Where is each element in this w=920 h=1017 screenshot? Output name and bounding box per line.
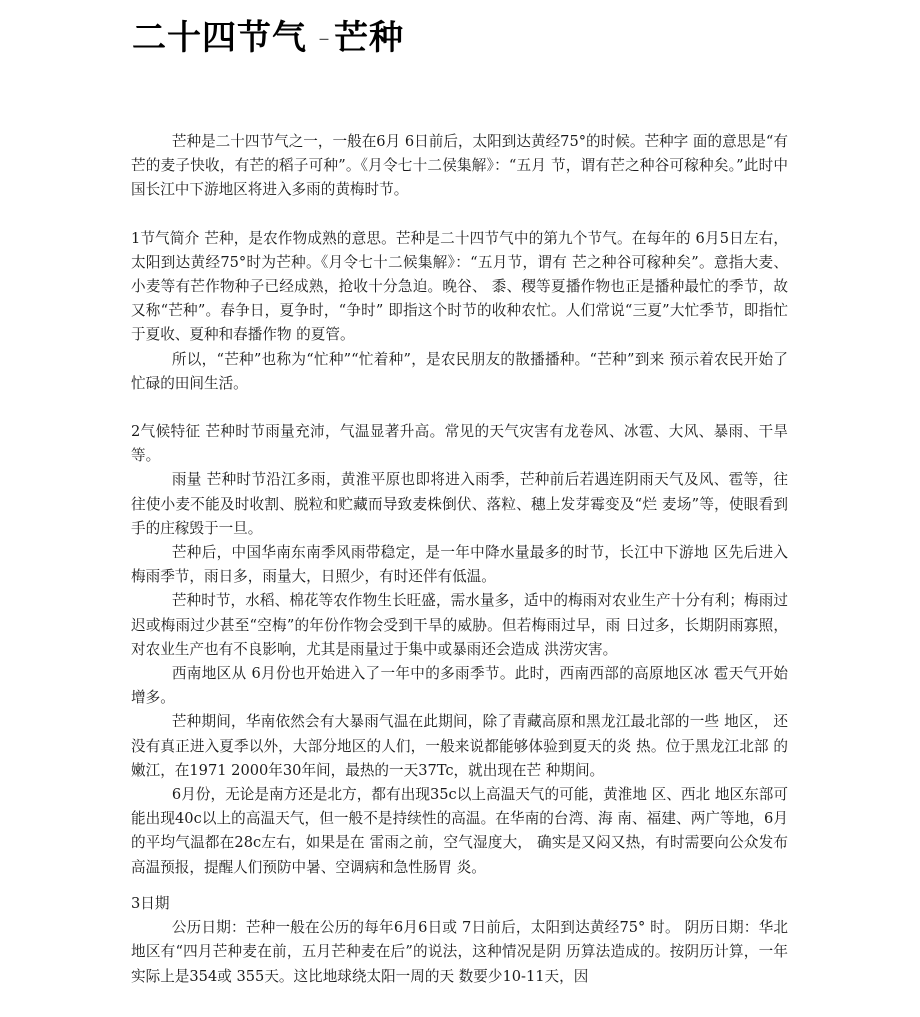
spacer	[131, 880, 788, 892]
section1-paragraph: 所以，“芒种”也称为“忙种”“忙着种”，是农民朋友的散播播种。“芒种”到来 预示着农民开始了忙碌的田间生活。	[131, 350, 788, 392]
section2-paragraph: 芒种后，中国华南东南季风雨带稳定，是一年中降水量最多的时节，长江中下游地 区先后进入梅雨季节，雨日多，雨量大，日照少，有时还伴有低温。	[131, 544, 788, 586]
spacer	[131, 203, 788, 227]
title-sub: 芒种	[334, 18, 404, 58]
section2-paragraph: 芒种时节，水稻、棉花等农作物生长旺盛，需水量多，适中的梅雨对农业生产十分有利；梅雨过迟或梅雨过少甚至“空梅”的年份作物会受到干旱的威胁。但若梅雨过早，雨 日过多，长期阴雨寡照，对农业生产也有不良影响，尤其是雨量过于集中或暴雨还会造成 洪涝灾害。	[131, 592, 788, 658]
title-main: 二十四节气	[132, 18, 307, 58]
section2-paragraph: 芒种期间，华南依然会有大暴雨气温在此期间，除了青藏高原和黑龙江最北部的一些 地区， 还没有真正进入夏季以外，大部分地区的人们，一般来说都能够体验到夏天的炎 热。位于黑龙江北部 的嫩江，在1971 2000年30年间，最热的一天37Tc，就出现在芒 种期间。	[131, 713, 788, 779]
section2-paragraph-rainfall: 雨量 芒种时节沿江多雨，黄淮平原也即将进入雨季，芒种前后若遇连阴雨天气及风、雹等，往往使小麦不能及时收割、脱粒和贮藏而导致麦株倒伏、落粒、穗上发芽霉变及“烂 麦场”等，使眼看到手的庄稼毁于一旦。	[131, 471, 788, 537]
section3-heading: 3日期	[131, 894, 170, 912]
section2-paragraph: 6月份，无论是南方还是北方，都有出现35c以上高温天气的可能，黄淮地 区、西北 地区东部可能出现40c以上的高温天气，但一般不是持续性的高温。在华南的台湾、海 南、福建、两广等地，6月的平均气温都在28c左右，如果是在 雷雨之前，空气湿度大， 确实是又闷又热，有时需要向公众发布高温预报，提醒人们预防中暑、空调病和急性肠胃 炎。	[131, 786, 788, 876]
document-body	[131, 130, 788, 989]
document-title	[132, 10, 404, 59]
section2-intro-paragraph: 2气候特征 芒种时节雨量充沛，气温显著升高。常见的天气灾害有龙卷风、冰雹、大风、暴雨、干旱等。	[131, 423, 788, 465]
spacer	[131, 396, 788, 420]
intro-paragraph: 芒种是二十四节气之一，一般在6月 6日前后，太阳到达黄经75°的时候。芒种字 面的意思是“有芒的麦子快收，有芒的稻子可种”。《月令七十二侯集解》：“五月 节，谓有芒之种谷可稼种矣。”此时中国长江中下游地区将进入多雨的黄梅时节。	[131, 133, 788, 199]
title-separator: —	[319, 34, 330, 45]
section3-paragraph: 公历日期：芒种一般在公历的每年6月6日或 7日前后，太阳到达黄经75° 时。 阴历日期：华北地区有“四月芒种麦在前，五月芒种麦在后”的说法，这种情况是阴 历算法造成的。按阴历计算，一年实际上是354或 355天。这比地球绕太阳一周的天 数要少10-11天，因	[131, 919, 788, 985]
section2-paragraph: 西南地区从 6月份也开始进入了一年中的多雨季节。此时，西南西部的高原地区冰 雹天气开始增多。	[131, 665, 788, 707]
section1-intro-paragraph: 1节气简介 芒种，是农作物成熟的意思。芒种是二十四节气中的第九个节气。在每年的 6月5日左右，太阳到达黄经75°时为芒种。《月令七十二候集解》：“五月节，谓有 芒之种谷可稼种矣”。意指大麦、小麦等有芒作物种子已经成熟，抢收十分急迫。晚谷、 黍、稷等夏播作物也正是播种最忙的季节，故又称“芒种”。春争日，夏争时，“争时” 即指这个时节的收种农忙。人们常说“三夏”大忙季节，即指忙于夏收、夏种和春播作物 的夏管。	[131, 229, 788, 344]
